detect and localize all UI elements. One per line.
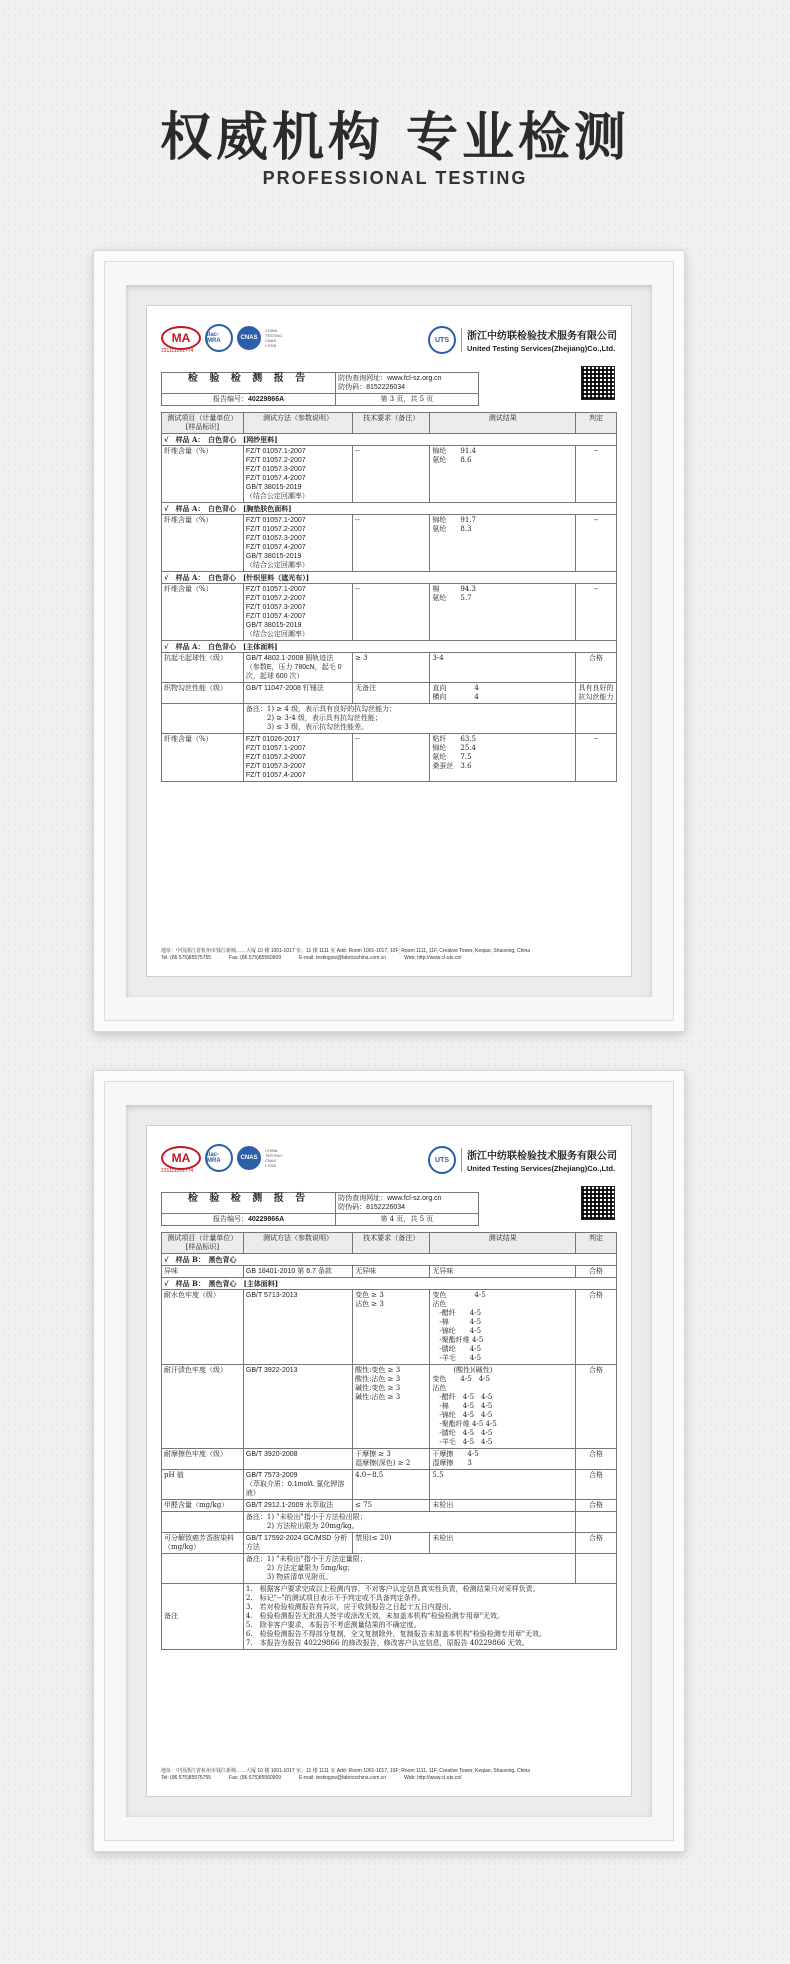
test-method: GB/T 17592-2024 GC/MSD 分析方法 <box>243 1533 352 1554</box>
test-method: GB/T 3922-2013 <box>243 1365 352 1449</box>
sample-row <box>162 572 617 584</box>
sample-row <box>162 503 617 515</box>
judgement: 合格 <box>576 1266 617 1278</box>
note-text: 备注：1) ≥ 4 级，表示具有良好的抗勾丝能力； 2) ≥ 3-4 级，表示具有抗勾丝性能； 3) ≤ 3 级，表示抗勾丝性能差。 <box>243 704 575 734</box>
test-method: GB/T 5713-2013 <box>243 1290 352 1365</box>
footer-web[interactable]: Web: http://www.cl-uts.cn/ <box>404 955 462 961</box>
requirement: -- <box>353 584 430 641</box>
note-row <box>162 1512 617 1533</box>
test-method: GB/T 7573-2009 （萃取介质：0.1mol/L 氯化钾溶液） <box>243 1470 352 1500</box>
report-no-label: 报告编号： <box>212 1215 248 1223</box>
sample-label: √ 样品 B： 黑色背心 <box>162 1254 617 1266</box>
footer-email[interactable]: E-mail: testingzw@fabricschina.com.cn <box>299 955 387 961</box>
table-row <box>162 515 617 572</box>
cnas-text: CHINA TESTING CNAS L7005 <box>265 1148 283 1168</box>
query-site-label: 防伪查询网址： <box>338 1194 388 1202</box>
cnas-text: CHINA TESTING CNAS L7005 <box>265 328 283 348</box>
company-block <box>428 1146 617 1174</box>
test-result: 干摩擦 4-5 湿摩擦 3 <box>430 1449 576 1470</box>
table-row <box>162 584 617 641</box>
report-title-table <box>161 1192 479 1226</box>
col-header-item: 测试项目（计量单位）[样品标识] <box>162 1233 244 1254</box>
query-site-label: 防伪查询网址： <box>338 374 388 382</box>
test-method: GB/T 4802.1-2008 圆轨迹法 （参数E，压力 780cN，起毛 0 次，起球 600 次） <box>243 653 352 683</box>
note-row <box>162 704 617 734</box>
ma-number: 231111261774 <box>161 1168 194 1174</box>
report-no: 40229866A <box>247 396 285 403</box>
table-row <box>162 734 617 782</box>
test-result: 未检出 <box>430 1500 576 1512</box>
test-method: FZ/T 01057.1-2007 FZ/T 01057.2-2007 FZ/T 01057.3-2007 FZ/T 01057.4-2007 GB/T 38015-2019 （结合公定回潮率） <box>243 584 352 641</box>
test-method: FZ/T 01057.1-2007 FZ/T 01057.2-2007 FZ/T 01057.3-2007 FZ/T 01057.4-2007 GB/T 38015-2019 （结合公定回潮率） <box>243 446 352 503</box>
table-row <box>162 1449 617 1470</box>
report-no-label: 报告编号： <box>212 395 248 403</box>
query-site: www.fcl-sz.org.cn <box>387 375 442 382</box>
requirement: -- <box>353 446 430 503</box>
remarks-row <box>162 1584 617 1650</box>
requirement: ≥ 3 <box>353 653 430 683</box>
judgement: 合格 <box>576 1470 617 1500</box>
note-text: 备注：1) "未检出"指小于方法定量限； 2) 方法定量限为 5mg/kg； 3) 物质清单见附页。 <box>243 1554 575 1584</box>
company-name-cn: 浙江中纺联检验技术服务有限公司 <box>467 331 617 342</box>
test-method: GB/T 3920-2008 <box>243 1449 352 1470</box>
requirement: -- <box>353 734 430 782</box>
antifake-label: 防伪码： <box>338 1203 367 1211</box>
ilac-logo-icon: ilac-MRA <box>205 1144 233 1172</box>
note-row <box>162 1554 617 1584</box>
sample-label: √ 样品 A： 白色背心 [网纱里料] <box>162 434 617 446</box>
report-footer <box>161 948 617 962</box>
table-row <box>162 1533 617 1554</box>
test-result: 锦纶 91.4 氨纶 8.6 <box>430 446 576 503</box>
sample-row <box>162 1278 617 1290</box>
footer-fax: Fax: (86 575)85560909 <box>229 1775 282 1781</box>
sample-label: √ 样品 A： 白色背心 [主体面料] <box>162 641 617 653</box>
test-item: 耐水色牢度（级） <box>162 1290 244 1365</box>
table-row <box>162 1470 617 1500</box>
footer-tel: Tel: (86 575)85575755 <box>161 955 212 961</box>
test-item: 可分解致癌芳香胺染料（mg/kg） <box>162 1533 244 1554</box>
requirement: 4.0~8.5 <box>353 1470 430 1500</box>
judgement: 具有良好的抗勾丝能力 <box>576 683 617 704</box>
sample-label: √ 样品 A： 白色背心 [胸垫肤色面料] <box>162 503 617 515</box>
company-name-en: United Testing Services(Zhejiang)Co.,Ltd. <box>467 344 616 353</box>
col-header-method: 测试方法（参数说明） <box>243 413 352 434</box>
col-header-result: 测试结果 <box>430 1233 576 1254</box>
sample-row <box>162 1254 617 1266</box>
antifake-code: 8152226034 <box>366 1204 406 1211</box>
company-name-en: United Testing Services(Zhejiang)Co.,Ltd. <box>467 1164 616 1173</box>
footer-email[interactable]: E-mail: testingzw@fabricschina.com.cn <box>299 1775 387 1781</box>
requirement: -- <box>353 515 430 572</box>
test-item: 抗起毛起球性（级） <box>162 653 244 683</box>
report-number-cell <box>162 394 336 406</box>
test-item: 异味 <box>162 1266 244 1278</box>
requirement: 干摩擦 ≥ 3 湿摩擦(深色) ≥ 2 <box>353 1449 430 1470</box>
query-info <box>336 373 478 394</box>
test-method: FZ/T 01026-2017 FZ/T 01057.1-2007 FZ/T 01057.2-2007 FZ/T 01057.3-2007 FZ/T 01057.4-2007 <box>243 734 352 782</box>
col-header-judge: 判定 <box>576 1233 617 1254</box>
col-header-req: 技术要求（备注） <box>353 413 430 434</box>
judgement: 合格 <box>576 1533 617 1554</box>
table-row <box>162 1365 617 1449</box>
test-item: pH 值 <box>162 1470 244 1500</box>
table-row <box>162 1290 617 1365</box>
note-text: 备注：1) "未检出"指小于方法检出限； 2) 方法检出限为 20mg/kg。 <box>243 1512 575 1533</box>
table-row <box>162 653 617 683</box>
cnas-logo-icon: CNAS <box>237 1146 261 1170</box>
test-item: 耐摩擦色牢度（级） <box>162 1449 244 1470</box>
table-row <box>162 683 617 704</box>
remarks-text: 1. 根据客户要求完成以上检测内容，不对客户认定信息真实性负责，检测结果只对采样负责。 2. 标记"--"的测试项目表示不予判定或不具备判定条件。 3. 若对检验检测报告有异议，应于收到报告之日起十五日内提出。 4. 检验检测报告无批准人签字或涂改无效，未加盖本机构"检验检测专用章"无效。 5. 除非客户要求，本报告不考虑测量结果的不确定度。 6. 检验检测报告不得部分复制，全文复制除外，复制报告未加盖本机构"检验检测专用章"无效。 7. 本报告为报告 40229866 的修改报告，修改客户认定信息，原报告 40229866 无效。 <box>243 1584 616 1650</box>
requirement: 无异味 <box>353 1266 430 1278</box>
qr-code-icon <box>581 366 615 400</box>
judgement: -- <box>576 584 617 641</box>
uts-logo-icon: UTS <box>428 326 456 354</box>
report-header <box>161 324 617 360</box>
footer-web[interactable]: Web: http://www.cl-uts.cn/ <box>404 1775 462 1781</box>
judgement: 合格 <box>576 653 617 683</box>
test-item: 纤维含量（%） <box>162 734 244 782</box>
ma-logo-icon: MA <box>161 326 201 350</box>
test-result: 无异味 <box>430 1266 576 1278</box>
test-result: 锦纶 91.7 氨纶 8.3 <box>430 515 576 572</box>
antifake-label: 防伪码： <box>338 383 367 391</box>
ma-number: 231111261774 <box>161 348 194 354</box>
test-result: 3-4 <box>430 653 576 683</box>
company-block <box>428 326 617 354</box>
report-page-3 <box>146 305 632 977</box>
test-item: 织物勾丝性能（级） <box>162 683 244 704</box>
company-name-cn: 浙江中纺联检验技术服务有限公司 <box>467 1151 617 1162</box>
sample-label: √ 样品 B： 黑色背心 [主体面料] <box>162 1278 617 1290</box>
footer-address: 地址：中国浙江省杭州市钱江新城……大厦 10 楼 1001-1017 室；11 楼 1111 室 Add: Room 1001-1017, 10F; Room 1111, 11F, Creative Tower, Keqiao, Shaoxing, China <box>161 1768 531 1774</box>
test-result: 变色 4-5 沾色 -醋纤 4-5 -棉 4-5 -锦纶 4-5 -聚酯纤维 4-5 -腈纶 4-5 -羊毛 4-5 <box>430 1290 576 1365</box>
requirement: 禁用(≤ 20) <box>353 1533 430 1554</box>
ilac-logo-icon: ilac-MRA <box>205 324 233 352</box>
table-row <box>162 1500 617 1512</box>
test-method: GB/T 2912.1-2009 水萃取法 <box>243 1500 352 1512</box>
frame-mat <box>126 1105 652 1817</box>
col-header-judge: 判定 <box>576 413 617 434</box>
hero-title: 权威机构 专业检测 <box>159 108 631 168</box>
report-no: 40229866A <box>247 1216 285 1223</box>
col-header-req: 技术要求（备注） <box>353 1233 430 1254</box>
table-row <box>162 446 617 503</box>
test-item: 纤维含量（%） <box>162 584 244 641</box>
report-footer <box>161 1768 617 1782</box>
cnas-logo-icon: CNAS <box>237 326 261 350</box>
results-table <box>161 1232 617 1650</box>
judgement: -- <box>576 515 617 572</box>
test-result: 粘纤 63.5 锦纶 25.4 氨纶 7.5 桑蚕丝 3.6 <box>430 734 576 782</box>
judgement: -- <box>576 446 617 503</box>
report-title: 检 验 检 测 报 告 <box>162 1193 336 1214</box>
judgement: 合格 <box>576 1500 617 1512</box>
judgement: 合格 <box>576 1365 617 1449</box>
table-header-row <box>162 413 617 434</box>
page-indicator: 第 3 页，共 5 页 <box>336 394 478 406</box>
requirement: 酸性:变色 ≥ 3 酸性:沾色 ≥ 3 碱性:变色 ≥ 3 碱性:沾色 ≥ 3 <box>353 1365 430 1449</box>
sample-label: √ 样品 A： 白色背心 [针织里料（遮光布）] <box>162 572 617 584</box>
report-number-cell <box>162 1214 336 1226</box>
test-method: FZ/T 01057.1-2007 FZ/T 01057.2-2007 FZ/T 01057.3-2007 FZ/T 01057.4-2007 GB/T 38015-2019 （结合公定回潮率） <box>243 515 352 572</box>
footer-address: 地址：中国浙江省杭州市钱江新城……大厦 10 楼 1001-1017 室；11 楼 1111 室 Add: Room 1001-1017, 10F; Room 1111, 11F, Creative Tower, Keqiao, Shaoxing, China <box>161 948 531 954</box>
judgement: 合格 <box>576 1290 617 1365</box>
requirement: 变色 ≥ 3 沾色 ≥ 3 <box>353 1290 430 1365</box>
test-item: 纤维含量（%） <box>162 515 244 572</box>
table-header-row <box>162 1233 617 1254</box>
hero-subtitle: PROFESSIONAL TESTING <box>262 168 528 188</box>
judgement: 合格 <box>576 1449 617 1470</box>
footer-tel: Tel: (86 575)85575755 <box>161 1775 212 1781</box>
test-result: (酸性)(碱性) 变色 4-5 4-5 沾色 -醋纤 4-5 4-5 -棉 4-5 4-5 -锦纶 4-5 4-5 -聚酯纤维 4-5 4-5 -腈纶 4-5 4-5 -羊毛 4-5 4-5 <box>430 1365 576 1449</box>
test-result: 未检出 <box>430 1533 576 1554</box>
requirement: 无备注 <box>353 683 430 704</box>
results-table <box>161 412 617 782</box>
col-header-method: 测试方法（参数说明） <box>243 1233 352 1254</box>
divider <box>461 328 462 352</box>
requirement: ≤ 75 <box>353 1500 430 1512</box>
page-indicator: 第 4 页，共 5 页 <box>336 1214 478 1226</box>
footer-fax: Fax: (86 575)85560909 <box>229 955 282 961</box>
divider <box>461 1148 462 1172</box>
picture-frame-1 <box>93 250 685 1032</box>
antifake-code: 8152226034 <box>366 384 406 391</box>
report-title: 检 验 检 测 报 告 <box>162 373 336 394</box>
qr-code-icon <box>581 1186 615 1220</box>
test-result: 5.5 <box>430 1470 576 1500</box>
test-method: GB 18401-2010 第 6.7 条款 <box>243 1266 352 1278</box>
report-page-4 <box>146 1125 632 1797</box>
test-item: 甲醛含量（mg/kg） <box>162 1500 244 1512</box>
test-item: 纤维含量（%） <box>162 446 244 503</box>
test-result: 棉 94.3 氨纶 5.7 <box>430 584 576 641</box>
query-site: www.fcl-sz.org.cn <box>387 1195 442 1202</box>
sample-row <box>162 641 617 653</box>
query-info <box>336 1193 478 1214</box>
picture-frame-2 <box>93 1070 685 1852</box>
test-method: GB/T 11047-2008 钉锤法 <box>243 683 352 704</box>
col-header-item: 测试项目（计量单位）[样品标识] <box>162 413 244 434</box>
test-item: 耐汗渍色牢度（级） <box>162 1365 244 1449</box>
judgement: -- <box>576 734 617 782</box>
uts-logo-icon: UTS <box>428 1146 456 1174</box>
ma-logo-icon: MA <box>161 1146 201 1170</box>
remarks-label: 备注 <box>162 1584 244 1650</box>
report-header <box>161 1144 617 1180</box>
sample-row <box>162 434 617 446</box>
table-row <box>162 1266 617 1278</box>
report-title-table <box>161 372 479 406</box>
col-header-result: 测试结果 <box>430 413 576 434</box>
frame-mat <box>126 285 652 997</box>
test-result: 直向 4 横向 4 <box>430 683 576 704</box>
